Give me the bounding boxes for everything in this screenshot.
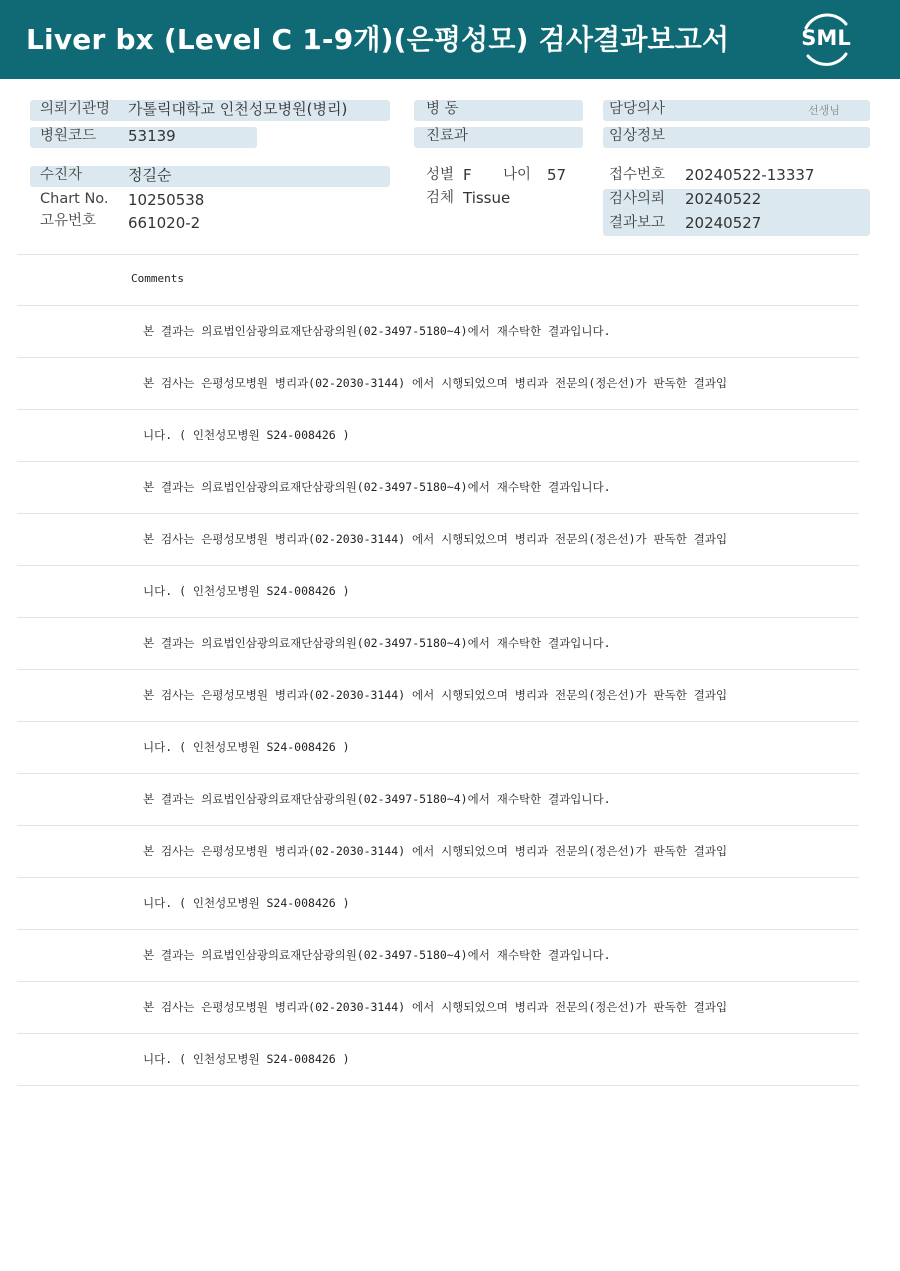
- specimen-value: Tissue: [463, 189, 511, 207]
- report-title: Liver bx (Level C 1-9개)(은평성모) 검사결과보고서: [26, 23, 730, 56]
- comment-line: 본 검사는 은평성모병원 병리과(02-2030-3144) 에서 시행되었으며 병리과 전문의(정은선)가 판독한 결과입: [143, 1000, 728, 1014]
- hospital-code-label: 병원코드: [40, 128, 97, 144]
- age-value: 57: [547, 166, 567, 184]
- comment-row: [17, 722, 859, 774]
- patient-field-bg: [30, 166, 390, 187]
- comment-row: [17, 930, 859, 982]
- department-label: 진료과: [426, 128, 469, 144]
- comment-row: [17, 306, 859, 358]
- comment-line: 본 결과는 의료법인삼광의료재단삼광의원(02-3497-5180~4)에서 재수탁한 결과입니다.: [143, 636, 611, 650]
- comment-line: 니다. ( 인천성모병원 S24-008426 ): [143, 584, 350, 598]
- comment-line: 본 결과는 의료법인삼광의료재단삼광의원(02-3497-5180~4)에서 재수탁한 결과입니다.: [143, 480, 611, 494]
- clinical-info-label: 임상정보: [609, 128, 666, 144]
- comment-line: 니다. ( 인천성모병원 S24-008426 ): [143, 428, 350, 442]
- receipt-label: 접수번호: [609, 167, 666, 183]
- unique-id-label: 고유번호: [40, 213, 97, 229]
- sml-logo: [796, 10, 860, 70]
- comment-line: 본 검사는 은평성모병원 병리과(02-2030-3144) 에서 시행되었으며 병리과 전문의(정은선)가 판독한 결과입: [143, 376, 728, 390]
- comment-row: [17, 982, 859, 1034]
- comment-row: [17, 566, 859, 618]
- comment-line: 본 결과는 의료법인삼광의료재단삼광의원(02-3497-5180~4)에서 재수탁한 결과입니다.: [143, 324, 611, 338]
- comments-heading-row: [17, 254, 859, 306]
- comment-row: [17, 1034, 859, 1086]
- sex-value: F: [463, 166, 472, 184]
- comment-row: [17, 670, 859, 722]
- comments-heading: Comments: [131, 272, 184, 285]
- comment-line: 본 검사는 은평성모병원 병리과(02-2030-3144) 에서 시행되었으며 병리과 전문의(정은선)가 판독한 결과입: [143, 532, 728, 546]
- comment-line: 니다. ( 인천성모병원 S24-008426 ): [143, 1052, 350, 1066]
- institution-label: 의뢰기관명: [40, 101, 111, 117]
- chart-label: Chart No.: [40, 191, 109, 207]
- report-header: [0, 0, 900, 79]
- comment-line: 본 검사는 은평성모병원 병리과(02-2030-3144) 에서 시행되었으며 병리과 전문의(정은선)가 판독한 결과입: [143, 844, 728, 858]
- specimen-label: 검체: [426, 190, 455, 206]
- chart-value: 10250538: [128, 191, 205, 209]
- patient-label: 수진자: [40, 167, 83, 183]
- doctor-suffix: 선생님: [808, 104, 840, 117]
- comment-line: 니다. ( 인천성모병원 S24-008426 ): [143, 896, 350, 910]
- comment-row: [17, 878, 859, 930]
- report-label: 결과보고: [609, 215, 666, 231]
- patient-value: 정길순: [128, 166, 172, 184]
- comment-line: 본 결과는 의료법인삼광의료재단삼광의원(02-3497-5180~4)에서 재수탁한 결과입니다.: [143, 792, 611, 806]
- comment-row: [17, 774, 859, 826]
- logo-text: SML: [801, 26, 851, 50]
- comment-row: [17, 358, 859, 410]
- sex-label: 성별: [426, 167, 455, 183]
- report-value: 20240527: [685, 214, 762, 232]
- institution-value: 가톨릭대학교 인천성모병원(병리): [128, 100, 348, 118]
- comment-line: 본 결과는 의료법인삼광의료재단삼광의원(02-3497-5180~4)에서 재수탁한 결과입니다.: [143, 948, 611, 962]
- comment-row: [17, 618, 859, 670]
- comment-row: [17, 462, 859, 514]
- doctor-label: 담당의사: [609, 101, 666, 117]
- request-value: 20240522: [685, 190, 762, 208]
- comment-line: 니다. ( 인천성모병원 S24-008426 ): [143, 740, 350, 754]
- ward-label: 병 동: [426, 101, 459, 117]
- receipt-value: 20240522-13337: [685, 166, 815, 184]
- comment-row: [17, 410, 859, 462]
- comments-table: [17, 254, 859, 1086]
- comment-row: [17, 514, 859, 566]
- comment-row: [17, 826, 859, 878]
- unique-id-value: 661020-2: [128, 214, 201, 232]
- age-label: 나이: [503, 167, 532, 183]
- comment-line: 본 검사는 은평성모병원 병리과(02-2030-3144) 에서 시행되었으며 병리과 전문의(정은선)가 판독한 결과입: [143, 688, 728, 702]
- request-label: 검사의뢰: [609, 191, 666, 207]
- hospital-code-value: 53139: [128, 127, 176, 145]
